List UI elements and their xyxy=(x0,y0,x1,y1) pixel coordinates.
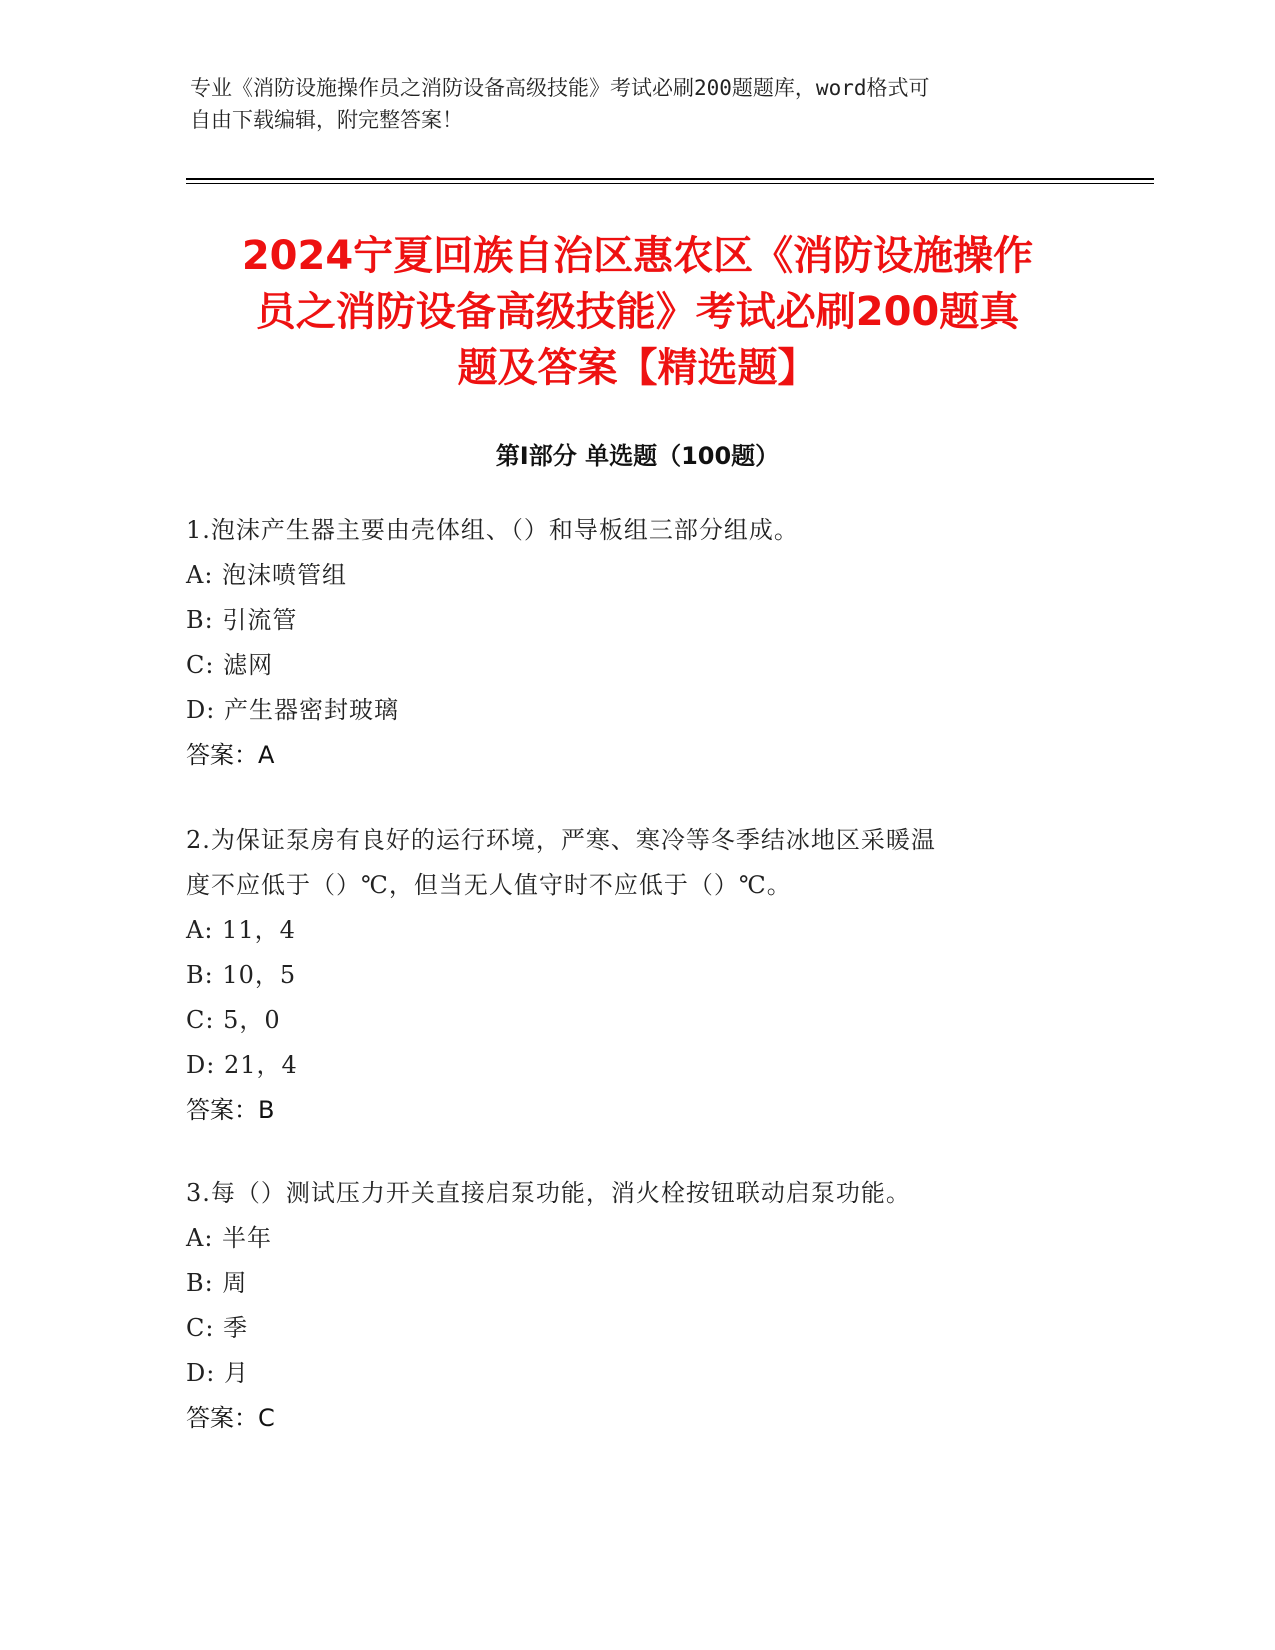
answer: 答案：B xyxy=(186,1096,275,1124)
title-line: 员之消防设备高级技能》考试必刷200题真 xyxy=(255,289,1020,335)
question-item xyxy=(186,1171,1066,1441)
option-b: B: 引流管 xyxy=(186,606,298,634)
option-d: D: 21，4 xyxy=(186,1051,298,1079)
section-heading: 第Ⅰ部分 单选题（100题） xyxy=(495,442,780,470)
option-a: A: 半年 xyxy=(186,1224,273,1252)
header-divider xyxy=(186,178,1154,180)
question-stem: 3.每（）测试压力开关直接启泵功能，消火栓按钮联动启泵功能。 xyxy=(186,1179,911,1207)
intro-line: 自由下载编辑，附完整答案！ xyxy=(190,108,463,132)
option-d: D: 产生器密封玻璃 xyxy=(186,696,399,724)
question-stem: 1.泡沫产生器主要由壳体组、（）和导板组三部分组成。 xyxy=(186,516,799,544)
option-a: A: 11，4 xyxy=(186,916,296,944)
option-c: C: 季 xyxy=(186,1314,249,1342)
title-line: 题及答案【精选题】 xyxy=(457,345,818,391)
question-item xyxy=(186,508,1066,778)
option-c: C: 滤网 xyxy=(186,651,274,679)
title-line: 2024宁夏回族自治区惠农区《消防设施操作 xyxy=(241,233,1034,279)
option-d: D: 月 xyxy=(186,1359,249,1387)
option-b: B: 10，5 xyxy=(186,961,297,989)
answer: 答案：C xyxy=(186,1404,275,1432)
intro-line: 专业《消防设施操作员之消防设备高级技能》考试必刷200题题库，word格式可 xyxy=(190,76,930,100)
intro-text xyxy=(190,72,1090,136)
question-stem: 度不应低于（）℃，但当无人值守时不应低于（）℃。 xyxy=(186,871,792,899)
question-item xyxy=(186,818,1066,1133)
option-c: C: 5，0 xyxy=(186,1006,281,1034)
answer: 答案：A xyxy=(186,741,275,769)
option-a: A: 泡沫喷管组 xyxy=(186,561,348,589)
header-divider xyxy=(186,183,1154,184)
option-b: B: 周 xyxy=(186,1269,248,1297)
question-stem: 2.为保证泵房有良好的运行环境，严寒、寒冷等冬季结冰地区采暖温 xyxy=(186,826,936,854)
document-title xyxy=(170,228,1105,396)
